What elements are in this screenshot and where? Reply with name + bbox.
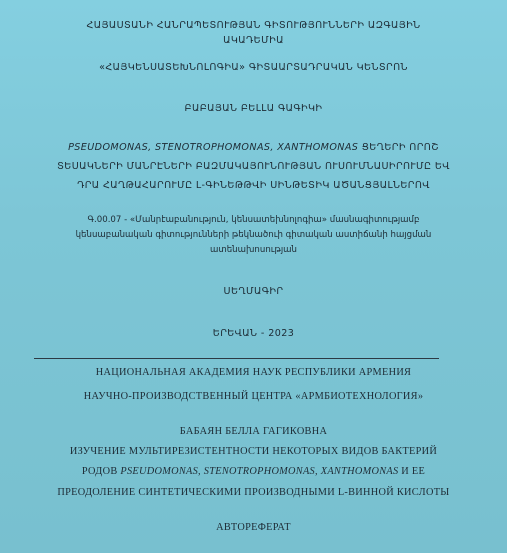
armenian-title-genera: PSEUDOMONAS, STENOTROPHOMONAS, XANTHOMONAS xyxy=(68,142,359,153)
russian-author-name: БАБАЯН БЕЛЛА ГАГИКОВНА xyxy=(179,426,328,437)
russian-title-line2-post: И ЕЕ xyxy=(398,466,426,477)
armenian-specialty-line2: կենսաբանական գիտությունների թեկնածուի գիտական աստիճանի հայցման xyxy=(75,230,432,240)
armenian-specialty-line1: Գ.00.07 - «Մանրէաբանություն, կենսատեխնոլոգիա» մասնագիտությամբ xyxy=(87,215,420,225)
armenian-academy-line2: ԱԿԱԴԵՄԻԱ xyxy=(223,35,284,46)
russian-document-type: АВТОРЕФЕРАТ xyxy=(216,522,291,533)
russian-title-line2-pre: РОДОВ xyxy=(81,466,121,477)
russian-title-genera: PSEUDOMONAS, STENOTROPHOMONAS, XANTHOMONAS xyxy=(120,466,399,477)
armenian-center-name: «ՀԱՅԿԵՆՍԱՏԵԽՆՈԼՈԳԻԱ» ԳԻՏԱԱՐՏԱԴՐԱԿԱՆ ԿԵՆՏՐՈՆ xyxy=(99,62,408,73)
russian-title-line2 xyxy=(0,466,507,477)
armenian-document-type: ՍԵՂՄԱԳԻՐ xyxy=(223,286,284,297)
armenian-city-year: ԵՐԵՎԱՆ - 2023 xyxy=(212,328,295,339)
russian-center-name: НАУЧНО-ПРОИЗВОДСТВЕННЫЙ ЦЕНТРА «АРМБИОТЕХНОЛОГИЯ» xyxy=(83,391,424,402)
armenian-title-line2: ՏԵՍԱԿՆԵՐԻ ՄԱՆՐԷՆԵՐԻ ԲԱԶՄԱԿԱՅՈՒՆՈՒԹՅԱՆ ՈՒՍՈՒՄՆԱՍԻՐՈՒՄԸ ԵՎ xyxy=(57,161,450,172)
armenian-title-line3: ԴՐԱ ՀԱՂԹԱՀԱՐՈՒՄԸ L-ԳԻՆԵԹԹՎԻ ՍԻՆԹԵՏԻԿ ԱԾԱՆՑՅԱԼՆԵՐՈՎ xyxy=(77,180,430,191)
russian-title-line1: ИЗУЧЕНИЕ МУЛЬТИРЕЗИСТЕНТНОСТИ НЕКОТОРЫХ ВИДОВ БАКТЕРИЙ xyxy=(69,446,438,457)
armenian-academy-line1: ՀԱՅԱՍՏԱՆԻ ՀԱՆՐԱՊԵՏՈՒԹՅԱՆ ԳԻՏՈՒԹՅՈՒՆՆԵՐԻ ԱԶԳԱՅԻՆ xyxy=(86,20,421,31)
russian-title-line3: ПРЕОДОЛЕНИЕ СИНТЕТИЧЕСКИМИ ПРОИЗВОДНЫМИ L-ВИННОЙ КИСЛОТЫ xyxy=(57,487,450,498)
russian-academy-name: НАЦИОНАЛЬНАЯ АКАДЕМИЯ НАУК РЕСПУБЛИКИ АРМЕНИЯ xyxy=(95,367,412,378)
armenian-author-name: ԲԱԲԱՅԱՆ ԲԵԼԼԱ ԳԱԳԻԿԻ xyxy=(184,103,323,114)
armenian-specialty-line3: ատենախոսության xyxy=(210,245,297,255)
armenian-title-line1 xyxy=(0,142,507,153)
section-divider xyxy=(34,358,439,359)
armenian-title-line1-rest: ՑԵՂԵՐԻ ՈՐՈՇ xyxy=(358,142,439,153)
